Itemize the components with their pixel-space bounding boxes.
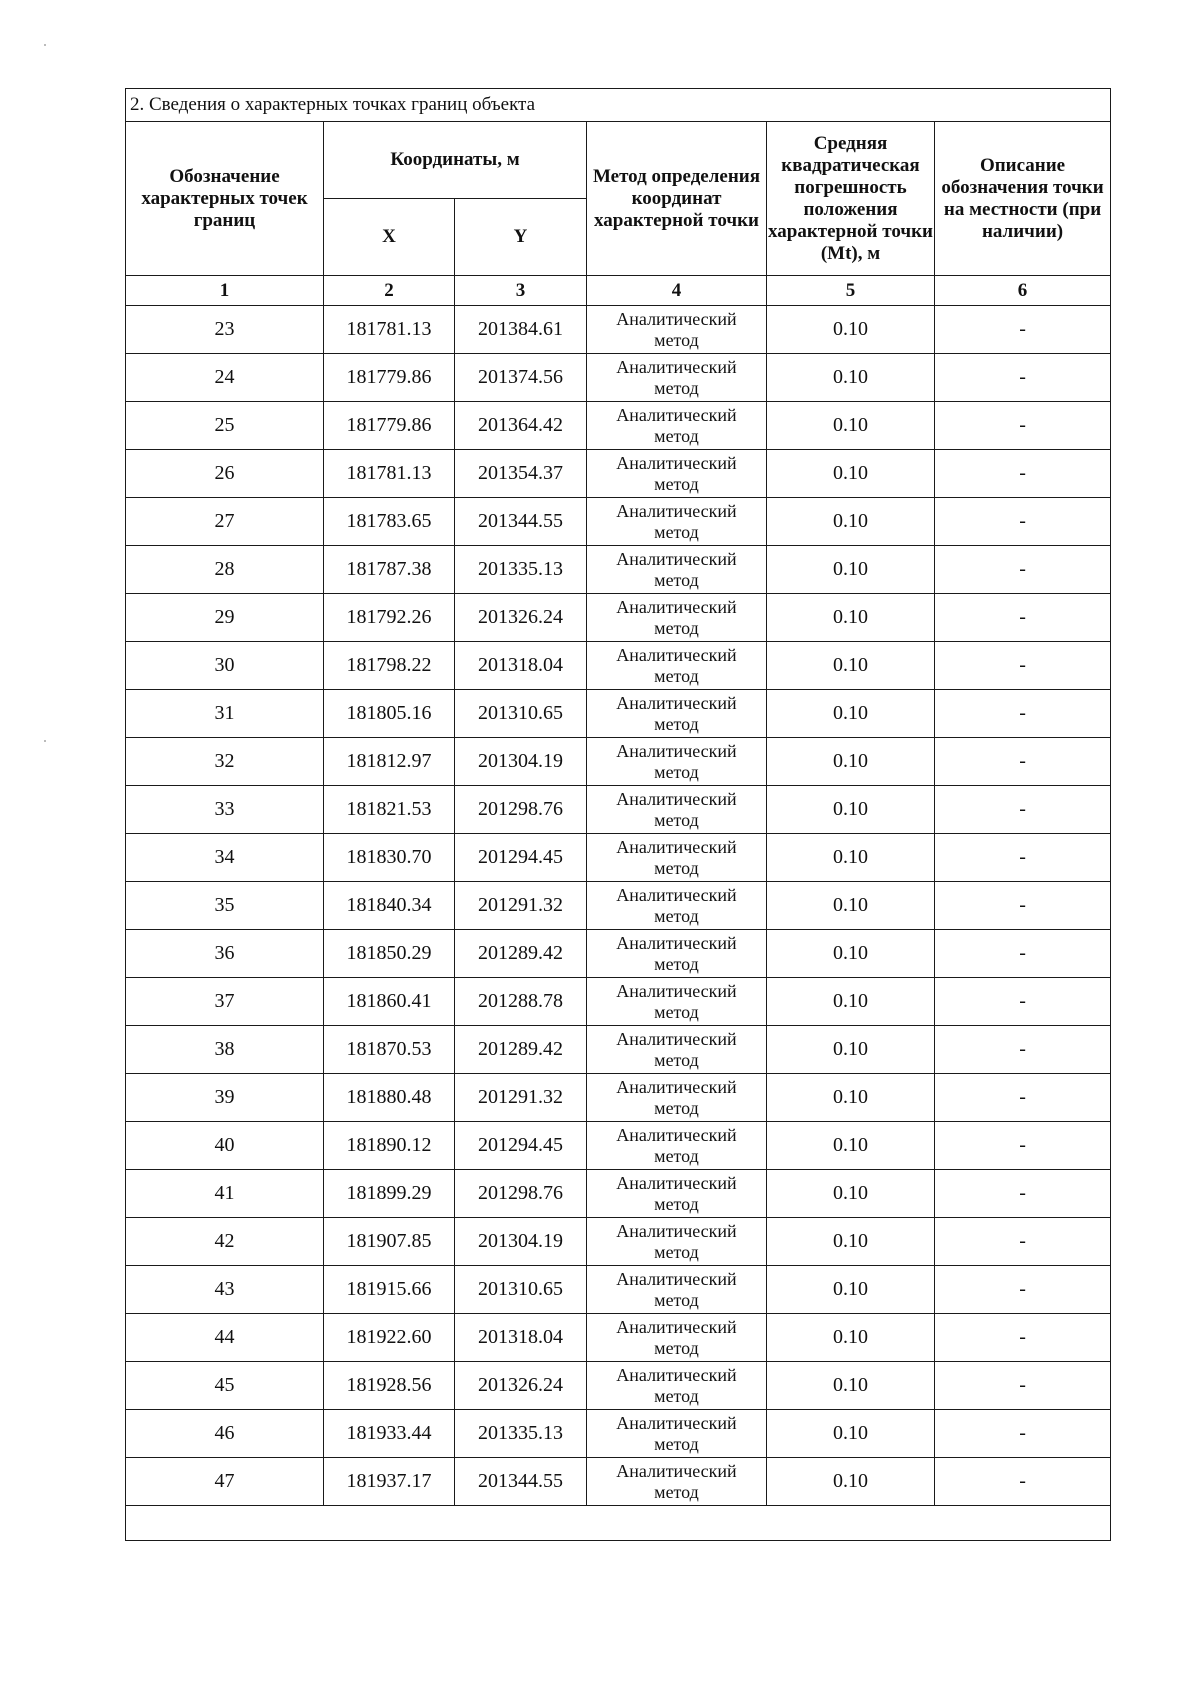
- x-cell: 181779.86: [324, 402, 455, 450]
- table-row: [126, 546, 1111, 594]
- point-cell: 23: [126, 306, 324, 354]
- method-cell: [587, 1122, 767, 1170]
- error-cell: 0.10: [767, 738, 935, 786]
- description-cell: -: [935, 450, 1111, 498]
- error-cell: 0.10: [767, 402, 935, 450]
- method-line: метод: [654, 1433, 699, 1454]
- method-line: Аналитический: [616, 1076, 737, 1097]
- method-line: Аналитический: [616, 1028, 737, 1049]
- x-cell: 181830.70: [324, 834, 455, 882]
- table-row: [126, 786, 1111, 834]
- y-cell: 201354.37: [455, 450, 587, 498]
- method-line: метод: [654, 1481, 699, 1502]
- y-cell: 201384.61: [455, 306, 587, 354]
- x-cell: 181821.53: [324, 786, 455, 834]
- description-cell: -: [935, 1218, 1111, 1266]
- method-line: метод: [654, 521, 699, 542]
- point-cell: 25: [126, 402, 324, 450]
- x-cell: 181779.86: [324, 354, 455, 402]
- table-row: [126, 1074, 1111, 1122]
- table-row: [126, 354, 1111, 402]
- method-cell: [587, 978, 767, 1026]
- y-cell: 201326.24: [455, 1362, 587, 1410]
- method-cell: [587, 1362, 767, 1410]
- method-line: Аналитический: [616, 404, 737, 425]
- method-cell: [587, 498, 767, 546]
- table-row: [126, 1410, 1111, 1458]
- method-cell: [587, 738, 767, 786]
- y-cell: 201298.76: [455, 786, 587, 834]
- x-cell: 181880.48: [324, 1074, 455, 1122]
- method-line: Аналитический: [616, 1412, 737, 1433]
- description-cell: -: [935, 882, 1111, 930]
- column-number: 4: [587, 276, 767, 306]
- method-line: Аналитический: [616, 932, 737, 953]
- method-line: Аналитический: [616, 1268, 737, 1289]
- y-cell: 201304.19: [455, 738, 587, 786]
- column-number: 5: [767, 276, 935, 306]
- table-row: [126, 402, 1111, 450]
- method-line: метод: [654, 1241, 699, 1262]
- y-cell: 201289.42: [455, 930, 587, 978]
- y-cell: 201335.13: [455, 1410, 587, 1458]
- description-cell: -: [935, 1074, 1111, 1122]
- y-cell: 201310.65: [455, 1266, 587, 1314]
- method-cell: [587, 450, 767, 498]
- method-line: метод: [654, 665, 699, 686]
- point-cell: 47: [126, 1458, 324, 1506]
- y-cell: 201374.56: [455, 354, 587, 402]
- point-cell: 43: [126, 1266, 324, 1314]
- table-row: [126, 1314, 1111, 1362]
- y-cell: 201294.45: [455, 1122, 587, 1170]
- y-cell: 201318.04: [455, 642, 587, 690]
- x-cell: 181812.97: [324, 738, 455, 786]
- table-row: [126, 594, 1111, 642]
- error-cell: 0.10: [767, 594, 935, 642]
- error-cell: 0.10: [767, 834, 935, 882]
- description-cell: -: [935, 1362, 1111, 1410]
- method-line: Аналитический: [616, 452, 737, 473]
- table-row: [126, 1218, 1111, 1266]
- x-cell: 181922.60: [324, 1314, 455, 1362]
- error-cell: 0.10: [767, 1122, 935, 1170]
- y-cell: 201344.55: [455, 1458, 587, 1506]
- error-cell: 0.10: [767, 690, 935, 738]
- method-cell: [587, 1410, 767, 1458]
- x-cell: 181933.44: [324, 1410, 455, 1458]
- y-cell: 201291.32: [455, 882, 587, 930]
- method-line: Аналитический: [616, 596, 737, 617]
- error-cell: 0.10: [767, 978, 935, 1026]
- y-cell: 201310.65: [455, 690, 587, 738]
- y-cell: 201298.76: [455, 1170, 587, 1218]
- method-cell: [587, 1218, 767, 1266]
- point-cell: 28: [126, 546, 324, 594]
- description-cell: -: [935, 1026, 1111, 1074]
- table-row: [126, 1266, 1111, 1314]
- method-line: метод: [654, 857, 699, 878]
- x-cell: 181928.56: [324, 1362, 455, 1410]
- method-line: метод: [654, 1145, 699, 1166]
- header-description: Описание обозначения точки на местности (при наличии): [935, 122, 1111, 276]
- description-cell: -: [935, 1122, 1111, 1170]
- description-cell: -: [935, 306, 1111, 354]
- description-cell: -: [935, 354, 1111, 402]
- y-cell: 201291.32: [455, 1074, 587, 1122]
- table-row: [126, 1458, 1111, 1506]
- method-cell: [587, 1266, 767, 1314]
- method-line: метод: [654, 1289, 699, 1310]
- error-cell: 0.10: [767, 1026, 935, 1074]
- point-cell: 34: [126, 834, 324, 882]
- method-line: метод: [654, 953, 699, 974]
- point-cell: 32: [126, 738, 324, 786]
- method-line: Аналитический: [616, 356, 737, 377]
- x-cell: 181840.34: [324, 882, 455, 930]
- column-number: 3: [455, 276, 587, 306]
- point-cell: 26: [126, 450, 324, 498]
- method-line: метод: [654, 761, 699, 782]
- description-cell: -: [935, 1458, 1111, 1506]
- method-line: метод: [654, 1001, 699, 1022]
- error-cell: 0.10: [767, 1314, 935, 1362]
- error-cell: 0.10: [767, 306, 935, 354]
- method-line: метод: [654, 1193, 699, 1214]
- method-cell: [587, 930, 767, 978]
- method-cell: [587, 1026, 767, 1074]
- method-line: метод: [654, 1337, 699, 1358]
- x-cell: 181860.41: [324, 978, 455, 1026]
- y-cell: 201344.55: [455, 498, 587, 546]
- error-cell: 0.10: [767, 1458, 935, 1506]
- error-cell: 0.10: [767, 546, 935, 594]
- table-row: [126, 642, 1111, 690]
- method-cell: [587, 642, 767, 690]
- header-coords: Координаты, м: [324, 122, 587, 199]
- point-cell: 44: [126, 1314, 324, 1362]
- error-cell: 0.10: [767, 450, 935, 498]
- method-line: метод: [654, 1049, 699, 1070]
- description-cell: -: [935, 594, 1111, 642]
- method-line: Аналитический: [616, 1316, 737, 1337]
- method-cell: [587, 594, 767, 642]
- method-line: Аналитический: [616, 1124, 737, 1145]
- point-cell: 39: [126, 1074, 324, 1122]
- method-cell: [587, 546, 767, 594]
- x-cell: 181781.13: [324, 450, 455, 498]
- method-cell: [587, 354, 767, 402]
- point-cell: 35: [126, 882, 324, 930]
- method-line: Аналитический: [616, 548, 737, 569]
- header-point: Обозначение характерных точек границ: [126, 122, 324, 276]
- method-line: Аналитический: [616, 1220, 737, 1241]
- y-cell: 201364.42: [455, 402, 587, 450]
- method-cell: [587, 1074, 767, 1122]
- method-cell: [587, 690, 767, 738]
- x-cell: 181805.16: [324, 690, 455, 738]
- method-line: Аналитический: [616, 644, 737, 665]
- method-cell: [587, 786, 767, 834]
- empty-footer-cell: [126, 1506, 1111, 1541]
- method-line: метод: [654, 1097, 699, 1118]
- point-cell: 45: [126, 1362, 324, 1410]
- point-cell: 31: [126, 690, 324, 738]
- table-row: [126, 834, 1111, 882]
- error-cell: 0.10: [767, 786, 935, 834]
- x-cell: 181787.38: [324, 546, 455, 594]
- method-line: метод: [654, 377, 699, 398]
- scan-speck: [44, 44, 46, 46]
- y-cell: 201294.45: [455, 834, 587, 882]
- point-cell: 33: [126, 786, 324, 834]
- method-cell: [587, 306, 767, 354]
- method-cell: [587, 1170, 767, 1218]
- error-cell: 0.10: [767, 642, 935, 690]
- x-cell: 181937.17: [324, 1458, 455, 1506]
- y-cell: 201335.13: [455, 546, 587, 594]
- x-cell: 181907.85: [324, 1218, 455, 1266]
- table-row: [126, 306, 1111, 354]
- empty-footer-row: [126, 1506, 1111, 1541]
- description-cell: -: [935, 1170, 1111, 1218]
- error-cell: 0.10: [767, 1218, 935, 1266]
- description-cell: -: [935, 834, 1111, 882]
- point-cell: 40: [126, 1122, 324, 1170]
- method-cell: [587, 1458, 767, 1506]
- column-number: 6: [935, 276, 1111, 306]
- method-line: Аналитический: [616, 692, 737, 713]
- table-row: [126, 1362, 1111, 1410]
- error-cell: 0.10: [767, 1074, 935, 1122]
- x-cell: 181792.26: [324, 594, 455, 642]
- error-cell: 0.10: [767, 882, 935, 930]
- table-row: [126, 882, 1111, 930]
- error-cell: 0.10: [767, 1410, 935, 1458]
- header-x: X: [324, 199, 455, 276]
- table-row: [126, 978, 1111, 1026]
- method-line: метод: [654, 713, 699, 734]
- method-line: Аналитический: [616, 740, 737, 761]
- table-row: [126, 1122, 1111, 1170]
- x-cell: 181798.22: [324, 642, 455, 690]
- description-cell: -: [935, 1266, 1111, 1314]
- y-cell: 201326.24: [455, 594, 587, 642]
- point-cell: 27: [126, 498, 324, 546]
- scan-speck: [44, 740, 46, 742]
- description-cell: -: [935, 738, 1111, 786]
- point-cell: 36: [126, 930, 324, 978]
- description-cell: -: [935, 930, 1111, 978]
- x-cell: 181781.13: [324, 306, 455, 354]
- point-cell: 42: [126, 1218, 324, 1266]
- description-cell: -: [935, 1410, 1111, 1458]
- document-sheet: [125, 88, 1110, 1541]
- table-row: [126, 1170, 1111, 1218]
- point-cell: 37: [126, 978, 324, 1026]
- point-cell: 29: [126, 594, 324, 642]
- description-cell: -: [935, 402, 1111, 450]
- y-cell: 201304.19: [455, 1218, 587, 1266]
- method-line: Аналитический: [616, 1364, 737, 1385]
- method-cell: [587, 882, 767, 930]
- table-row: [126, 498, 1111, 546]
- method-line: Аналитический: [616, 836, 737, 857]
- method-line: метод: [654, 1385, 699, 1406]
- header-error: Средняя квадратическая погрешность положения характерной точки (Mt), м: [767, 122, 935, 276]
- method-cell: [587, 402, 767, 450]
- table-row: [126, 450, 1111, 498]
- table-row: [126, 738, 1111, 786]
- description-cell: -: [935, 978, 1111, 1026]
- header-method: Метод определения координат характерной точки: [587, 122, 767, 276]
- method-line: Аналитический: [616, 1460, 737, 1481]
- method-line: метод: [654, 473, 699, 494]
- y-cell: 201288.78: [455, 978, 587, 1026]
- method-line: Аналитический: [616, 980, 737, 1001]
- description-cell: -: [935, 546, 1111, 594]
- description-cell: -: [935, 1314, 1111, 1362]
- error-cell: 0.10: [767, 1266, 935, 1314]
- description-cell: -: [935, 498, 1111, 546]
- x-cell: 181850.29: [324, 930, 455, 978]
- section-title: 2. Сведения о характерных точках границ объекта: [126, 89, 1111, 122]
- x-cell: 181870.53: [324, 1026, 455, 1074]
- method-line: метод: [654, 617, 699, 638]
- error-cell: 0.10: [767, 498, 935, 546]
- point-cell: 30: [126, 642, 324, 690]
- method-line: метод: [654, 905, 699, 926]
- method-line: Аналитический: [616, 500, 737, 521]
- error-cell: 0.10: [767, 1170, 935, 1218]
- method-line: метод: [654, 425, 699, 446]
- method-line: Аналитический: [616, 1172, 737, 1193]
- method-line: Аналитический: [616, 788, 737, 809]
- table-row: [126, 690, 1111, 738]
- point-cell: 24: [126, 354, 324, 402]
- method-cell: [587, 1314, 767, 1362]
- column-number-row: [126, 276, 1111, 306]
- description-cell: -: [935, 786, 1111, 834]
- column-number: 2: [324, 276, 455, 306]
- error-cell: 0.10: [767, 354, 935, 402]
- error-cell: 0.10: [767, 930, 935, 978]
- method-cell: [587, 834, 767, 882]
- x-cell: 181915.66: [324, 1266, 455, 1314]
- method-line: метод: [654, 809, 699, 830]
- method-line: Аналитический: [616, 884, 737, 905]
- method-line: метод: [654, 329, 699, 350]
- y-cell: 201318.04: [455, 1314, 587, 1362]
- table-row: [126, 1026, 1111, 1074]
- method-line: метод: [654, 569, 699, 590]
- x-cell: 181890.12: [324, 1122, 455, 1170]
- x-cell: 181899.29: [324, 1170, 455, 1218]
- table-row: [126, 930, 1111, 978]
- point-cell: 46: [126, 1410, 324, 1458]
- description-cell: -: [935, 690, 1111, 738]
- x-cell: 181783.65: [324, 498, 455, 546]
- description-cell: -: [935, 642, 1111, 690]
- method-line: Аналитический: [616, 308, 737, 329]
- column-number: 1: [126, 276, 324, 306]
- error-cell: 0.10: [767, 1362, 935, 1410]
- boundary-points-table: [125, 88, 1111, 1541]
- point-cell: 41: [126, 1170, 324, 1218]
- point-cell: 38: [126, 1026, 324, 1074]
- header-y: Y: [455, 199, 587, 276]
- y-cell: 201289.42: [455, 1026, 587, 1074]
